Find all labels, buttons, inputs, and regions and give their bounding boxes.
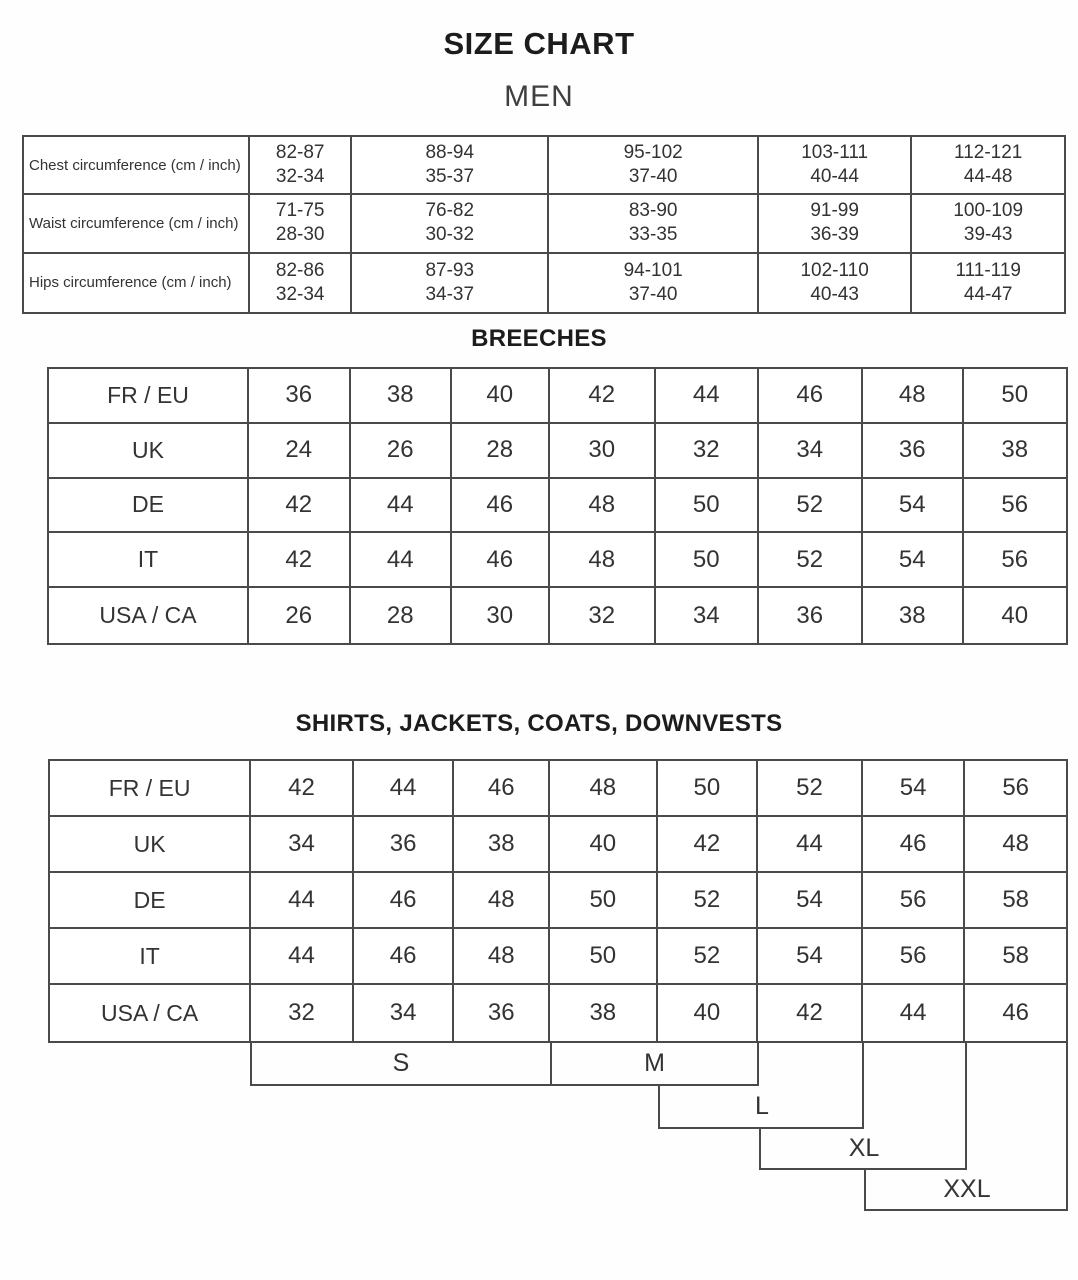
size-value-cell: 42 xyxy=(249,479,351,534)
row-label-cell: Waist circumference (cm / inch) xyxy=(24,195,250,253)
size-value-cell: 54 xyxy=(758,873,863,929)
measurement-range: 35-37 xyxy=(425,166,475,188)
size-band-l-label: L xyxy=(755,1092,769,1120)
size-band-xxl-right-edge-line xyxy=(1066,1043,1068,1211)
measurement-range: 103-111 xyxy=(801,142,869,164)
size-value-cell: 46 xyxy=(759,369,863,424)
size-value-cell: 52 xyxy=(658,929,759,985)
size-value-cell: 58 xyxy=(965,873,1066,929)
size-value-cell: 30 xyxy=(550,424,656,479)
size-value-cell: 46 xyxy=(354,929,455,985)
measurement-range: 88-94 xyxy=(425,142,475,164)
size-value-cell xyxy=(250,137,352,195)
row-label-cell: USA / CA xyxy=(49,588,249,643)
measurement-range: 40-44 xyxy=(810,166,859,188)
size-value-cell: 52 xyxy=(759,533,863,588)
size-band-l xyxy=(658,1086,864,1129)
size-band-xl xyxy=(759,1129,967,1170)
measurement-range: 39-43 xyxy=(963,224,1013,246)
size-value-cell: 44 xyxy=(351,479,453,534)
size-value-cell: 48 xyxy=(454,873,550,929)
size-value-cell: 38 xyxy=(550,985,658,1041)
size-value-cell xyxy=(352,254,549,312)
measurement-range: 87-93 xyxy=(425,259,475,281)
size-value-cell: 48 xyxy=(454,929,550,985)
size-band-xxl-label: XXL xyxy=(943,1175,991,1203)
measurement-range: 32-34 xyxy=(275,166,325,188)
size-value-cell: 40 xyxy=(1001,601,1029,629)
size-value-cell: 28 xyxy=(351,588,453,643)
measurement-range: 95-102 xyxy=(623,142,683,164)
size-value-cell: 54 xyxy=(758,929,863,985)
page-title: SIZE CHART xyxy=(443,26,635,61)
row-label-cell: FR / EU xyxy=(50,761,251,817)
measurement-range: 94-101 xyxy=(623,259,683,281)
size-value-cell: 56 xyxy=(964,479,1067,534)
measurements-table xyxy=(22,135,1066,314)
size-value-cell: 54 xyxy=(863,533,964,588)
page-subtitle: MEN xyxy=(504,80,574,113)
size-value-cell: 46 xyxy=(454,761,550,817)
measurement-range: 34-37 xyxy=(425,283,475,305)
size-value-cell: 50 xyxy=(656,533,758,588)
size-value-cell xyxy=(549,254,758,312)
size-value-cell xyxy=(250,254,352,312)
size-value-cell: 46 xyxy=(863,817,966,873)
size-value-cell xyxy=(759,254,913,312)
size-value-cell: 38 xyxy=(454,817,550,873)
row-label-cell: IT xyxy=(49,533,249,588)
size-value-cell: 40 xyxy=(550,817,658,873)
size-value-cell: 40 xyxy=(658,985,759,1041)
breeches-section-title: BREECHES xyxy=(471,325,607,352)
size-value-cell: 48 xyxy=(550,479,656,534)
measurement-range: 33-35 xyxy=(628,224,678,246)
size-value-cell: 42 xyxy=(758,985,863,1041)
row-label-cell: FR / EU xyxy=(49,369,249,424)
size-value-cell: 44 xyxy=(251,929,354,985)
size-value-cell: 54 xyxy=(863,479,964,534)
size-value-cell: 44 xyxy=(351,533,453,588)
size-value-cell: 58 xyxy=(965,929,1066,985)
measurement-range: 37-40 xyxy=(628,283,678,305)
size-value-cell: 48 xyxy=(550,533,656,588)
size-value-cell: 46 xyxy=(452,479,550,534)
size-value-cell: 56 xyxy=(965,761,1066,817)
size-value-cell: 56 xyxy=(863,873,966,929)
row-label-cell: UK xyxy=(49,424,249,479)
size-band-xl-right-edge-line xyxy=(965,1043,967,1170)
measurement-range: 76-82 xyxy=(425,200,475,222)
shirts-section-title: SHIRTS, JACKETS, COATS, DOWNVESTS xyxy=(295,710,783,737)
size-value-cell xyxy=(250,195,352,253)
row-label-cell: DE xyxy=(49,479,249,534)
size-value-cell: 38 xyxy=(351,369,453,424)
size-value-cell: 32 xyxy=(656,424,758,479)
size-value-cell: 52 xyxy=(758,761,863,817)
measurement-range: 112-121 xyxy=(954,142,1023,164)
size-value-cell xyxy=(912,195,1064,253)
size-value-cell: 48 xyxy=(965,817,1066,873)
row-label-cell: DE xyxy=(50,873,251,929)
size-value-cell: 26 xyxy=(351,424,453,479)
size-value-cell: 36 xyxy=(249,369,351,424)
size-value-cell: 36 xyxy=(863,424,964,479)
size-band-s xyxy=(250,1043,550,1086)
size-value-cell xyxy=(912,254,1064,312)
size-value-cell: 30 xyxy=(452,588,550,643)
size-value-cell: 24 xyxy=(249,424,351,479)
size-value-cell: 44 xyxy=(758,817,863,873)
measurement-range: 28-30 xyxy=(275,224,325,246)
size-value-cell: 42 xyxy=(550,369,656,424)
size-value-cell xyxy=(912,137,1064,195)
row-label-cell: IT xyxy=(50,929,251,985)
size-value-cell xyxy=(759,195,913,253)
measurement-range: 44-47 xyxy=(963,283,1013,305)
row-label-cell: Hips circumference (cm / inch) xyxy=(24,254,250,312)
measurement-range: 30-32 xyxy=(425,224,475,246)
size-band-m xyxy=(550,1043,759,1086)
size-value-cell: 44 xyxy=(354,761,455,817)
size-value-cell: 48 xyxy=(550,761,658,817)
measurement-range: 111-119 xyxy=(955,259,1021,281)
size-value-cell: 54 xyxy=(863,761,966,817)
size-value-cell: 46 xyxy=(1002,999,1030,1026)
size-value-cell: 44 xyxy=(251,873,354,929)
size-value-cell: 36 xyxy=(354,817,455,873)
breeches-size-table xyxy=(47,367,1068,645)
size-value-cell: 42 xyxy=(251,761,354,817)
size-value-cell xyxy=(759,137,913,195)
size-value-cell: 44 xyxy=(863,985,966,1041)
size-value-cell: 36 xyxy=(759,588,863,643)
row-label-cell: UK xyxy=(50,817,251,873)
measurement-range: 100-109 xyxy=(953,200,1024,222)
size-value-cell: 50 xyxy=(964,369,1067,424)
size-value-cell: 34 xyxy=(251,817,354,873)
measurement-range: 44-48 xyxy=(963,166,1013,188)
size-value-cell: 34 xyxy=(354,985,455,1041)
size-band-s-label: S xyxy=(392,1049,410,1077)
size-value-cell: 34 xyxy=(759,424,863,479)
size-band-xxl xyxy=(864,1170,1068,1211)
measurement-range: 36-39 xyxy=(810,224,859,246)
size-value-cell xyxy=(352,137,549,195)
measurement-range: 91-99 xyxy=(810,200,859,222)
size-value-cell: 28 xyxy=(452,424,550,479)
size-band-l-right-edge-line xyxy=(862,1043,864,1129)
measurement-range: 102-110 xyxy=(800,259,869,281)
size-value-cell: 50 xyxy=(550,873,658,929)
size-value-cell: 38 xyxy=(964,424,1067,479)
size-band-xl-label: XL xyxy=(848,1134,880,1162)
size-value-cell: 46 xyxy=(354,873,455,929)
row-label-cell: USA / CA xyxy=(50,985,251,1041)
size-value-cell: 50 xyxy=(658,761,759,817)
size-value-cell: 40 xyxy=(452,369,550,424)
measurement-range: 71-75 xyxy=(275,200,325,222)
size-value-cell: 50 xyxy=(656,479,758,534)
size-value-cell: 42 xyxy=(249,533,351,588)
measurement-range: 32-34 xyxy=(275,283,325,305)
size-value-cell: 34 xyxy=(656,588,758,643)
measurement-range: 37-40 xyxy=(628,166,678,188)
size-value-cell xyxy=(549,195,758,253)
size-value-cell: 44 xyxy=(656,369,758,424)
size-value-cell: 26 xyxy=(249,588,351,643)
size-value-cell xyxy=(352,195,549,253)
shirts-size-table xyxy=(48,759,1068,1043)
size-value-cell: 32 xyxy=(251,985,354,1041)
size-value-cell: 32 xyxy=(550,588,656,643)
size-value-cell: 48 xyxy=(863,369,964,424)
size-value-cell: 36 xyxy=(454,985,550,1041)
size-value-cell: 38 xyxy=(863,588,964,643)
size-value-cell: 56 xyxy=(863,929,966,985)
measurement-range: 83-90 xyxy=(628,200,678,222)
measurement-range: 82-86 xyxy=(275,259,325,281)
size-band-m-label: M xyxy=(644,1049,665,1077)
size-value-cell: 52 xyxy=(759,479,863,534)
size-value-cell: 52 xyxy=(658,873,759,929)
size-value-cell: 56 xyxy=(964,533,1067,588)
size-value-cell xyxy=(549,137,758,195)
size-value-cell: 46 xyxy=(452,533,550,588)
size-value-cell: 42 xyxy=(658,817,759,873)
measurement-range: 82-87 xyxy=(275,142,325,164)
row-label-cell: Chest circumference (cm / inch) xyxy=(24,137,250,195)
measurement-range: 40-43 xyxy=(810,283,859,305)
size-value-cell: 50 xyxy=(550,929,658,985)
